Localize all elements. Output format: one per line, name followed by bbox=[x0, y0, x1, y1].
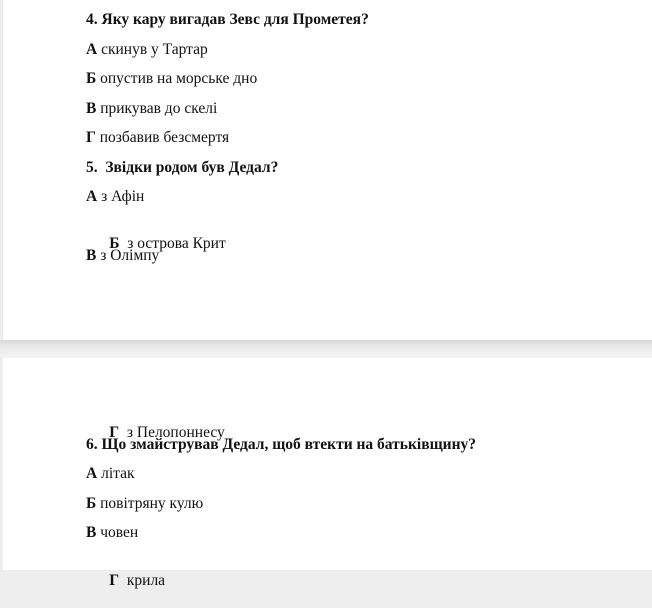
option-letter: А bbox=[86, 188, 98, 205]
question-4-option-g bbox=[86, 129, 229, 147]
question-4-option-v bbox=[86, 100, 217, 118]
page-1 bbox=[3, 0, 652, 340]
question-4-option-b bbox=[86, 70, 257, 88]
option-letter: Б bbox=[86, 495, 97, 512]
option-letter: Г bbox=[86, 129, 96, 146]
question-5-option-a bbox=[86, 188, 144, 206]
option-text: позбавив безсмертя bbox=[95, 129, 230, 146]
option-text: з Олімпу bbox=[96, 247, 160, 264]
question-5: 5. Звідки родом був Дедал? bbox=[86, 159, 279, 176]
option-text: з острова Крит bbox=[119, 235, 226, 252]
option-text: літак bbox=[97, 465, 135, 482]
option-letter: В bbox=[86, 247, 97, 264]
option-letter: Г bbox=[109, 424, 120, 441]
question-4: 4. Яку кару вигадав Зевс для Прометея? bbox=[86, 11, 369, 28]
option-text: скинув у Тартар bbox=[97, 41, 208, 58]
page-separator bbox=[0, 340, 652, 358]
option-letter: В bbox=[86, 524, 97, 541]
option-letter: А bbox=[86, 465, 98, 482]
question-6-option-a bbox=[86, 465, 135, 483]
option-letter: Г bbox=[109, 572, 120, 589]
option-letter: В bbox=[86, 100, 97, 117]
option-text: човен bbox=[96, 524, 139, 541]
option-text: опустив на морське дно bbox=[96, 70, 258, 87]
question-6-option-g bbox=[86, 554, 165, 608]
option-letter: Б bbox=[86, 70, 97, 87]
question-6-option-b bbox=[86, 495, 203, 513]
question-6: 6. Що змайстрував Дедал, щоб втекти на батьківщину? bbox=[86, 436, 477, 453]
option-letter: А bbox=[86, 41, 98, 58]
option-text: повітряну кулю bbox=[96, 495, 204, 512]
option-text: з Пелопоннесу bbox=[119, 424, 225, 441]
page-2 bbox=[3, 358, 652, 589]
question-4-option-a bbox=[86, 41, 208, 59]
option-text: прикував до скелі bbox=[96, 100, 218, 117]
option-text: крила bbox=[119, 572, 166, 589]
option-letter: Б bbox=[109, 235, 120, 252]
question-6-option-v bbox=[86, 524, 138, 542]
question-5-option-v bbox=[86, 247, 159, 265]
option-text: з Афін bbox=[97, 188, 145, 205]
